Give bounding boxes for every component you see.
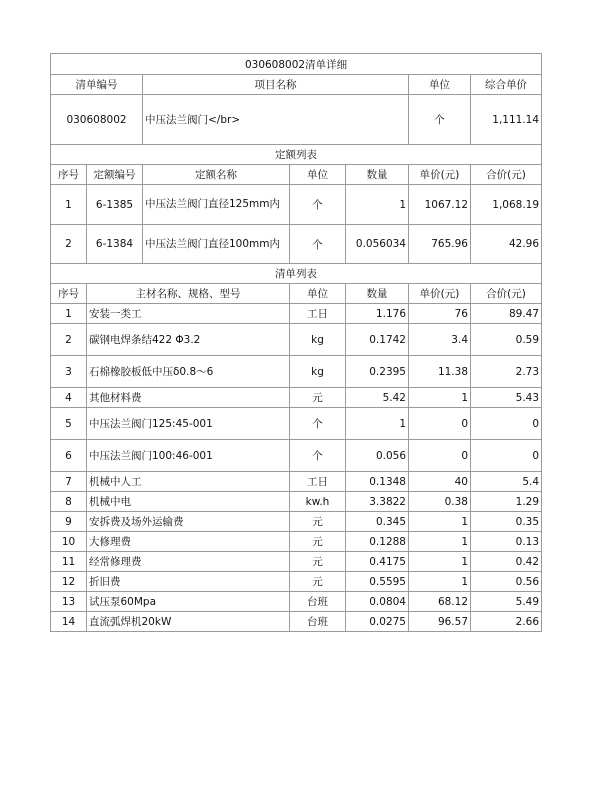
quota-no: 1: [51, 185, 87, 225]
list-name: 碳钢电焊条结422 Φ3.2: [87, 324, 290, 356]
bill-unit: 个: [409, 95, 471, 145]
bill-row: [51, 95, 542, 145]
list-no: 7: [51, 472, 87, 492]
quota-qty: 0.056034: [346, 225, 409, 264]
list-total: 0.56: [471, 572, 542, 592]
list-row: [51, 440, 542, 472]
quota-unit: 个: [290, 185, 346, 225]
list-no: 3: [51, 356, 87, 388]
bill-header-code: 清单编号: [51, 75, 143, 95]
list-no: 11: [51, 552, 87, 572]
list-qty: 1: [346, 408, 409, 440]
list-row: [51, 532, 542, 552]
list-row: [51, 592, 542, 612]
list-total: 0.13: [471, 532, 542, 552]
quota-header-total: 合价(元): [471, 165, 542, 185]
list-unit: 台班: [290, 612, 346, 632]
list-section-title: 清单列表: [51, 264, 542, 284]
list-qty: 0.056: [346, 440, 409, 472]
list-header-name: 主材名称、规格、型号: [87, 284, 290, 304]
list-unit: 个: [290, 440, 346, 472]
quota-header-name: 定额名称: [143, 165, 290, 185]
bill-header-price: 综合单价: [471, 75, 542, 95]
list-price: 1: [409, 552, 471, 572]
list-no: 4: [51, 388, 87, 408]
list-qty: 0.0804: [346, 592, 409, 612]
list-name: 试压泵60Mpa: [87, 592, 290, 612]
list-no: 13: [51, 592, 87, 612]
list-unit: 元: [290, 552, 346, 572]
list-price: 68.12: [409, 592, 471, 612]
list-name: 大修理费: [87, 532, 290, 552]
list-total: 2.73: [471, 356, 542, 388]
list-name: 安装一类工: [87, 304, 290, 324]
bill-price: 1,111.14: [471, 95, 542, 145]
quota-row: [51, 185, 542, 225]
quota-header-qty: 数量: [346, 165, 409, 185]
list-no: 1: [51, 304, 87, 324]
list-no: 5: [51, 408, 87, 440]
list-unit: 个: [290, 408, 346, 440]
quota-no: 2: [51, 225, 87, 264]
list-row: [51, 408, 542, 440]
list-name: 中压法兰阀门125:45-001: [87, 408, 290, 440]
list-price: 0: [409, 408, 471, 440]
list-total: 5.4: [471, 472, 542, 492]
list-no: 8: [51, 492, 87, 512]
list-price: 1: [409, 572, 471, 592]
list-row: [51, 356, 542, 388]
list-row: [51, 324, 542, 356]
list-header-price: 单价(元): [409, 284, 471, 304]
list-qty: 5.42: [346, 388, 409, 408]
list-price: 11.38: [409, 356, 471, 388]
list-name: 安拆费及场外运输费: [87, 512, 290, 532]
list-price: 40: [409, 472, 471, 492]
list-qty: 0.4175: [346, 552, 409, 572]
quota-total: 42.96: [471, 225, 542, 264]
list-qty: 1.176: [346, 304, 409, 324]
bill-header-unit: 单位: [409, 75, 471, 95]
list-qty: 0.0275: [346, 612, 409, 632]
list-total: 1.29: [471, 492, 542, 512]
list-unit: kg: [290, 356, 346, 388]
list-unit: 元: [290, 532, 346, 552]
quota-code: 6-1385: [87, 185, 143, 225]
list-total: 0: [471, 440, 542, 472]
list-qty: 0.1742: [346, 324, 409, 356]
list-name: 其他材料费: [87, 388, 290, 408]
quota-header-no: 序号: [51, 165, 87, 185]
bill-code: 030608002: [51, 95, 143, 145]
list-price: 3.4: [409, 324, 471, 356]
list-row: [51, 492, 542, 512]
list-price: 1: [409, 388, 471, 408]
quota-unit: 个: [290, 225, 346, 264]
list-price: 96.57: [409, 612, 471, 632]
quota-header-unit: 单位: [290, 165, 346, 185]
quota-price: 1067.12: [409, 185, 471, 225]
list-unit: 元: [290, 388, 346, 408]
table-title: 030608002清单详细: [51, 54, 542, 75]
quota-total: 1,068.19: [471, 185, 542, 225]
list-total: 0.35: [471, 512, 542, 532]
list-no: 6: [51, 440, 87, 472]
list-no: 12: [51, 572, 87, 592]
bill-detail-table: [50, 53, 542, 632]
list-qty: 3.3822: [346, 492, 409, 512]
list-total: 0.59: [471, 324, 542, 356]
quota-price: 765.96: [409, 225, 471, 264]
quota-code: 6-1384: [87, 225, 143, 264]
list-name: 折旧费: [87, 572, 290, 592]
list-unit: 工日: [290, 304, 346, 324]
list-no: 10: [51, 532, 87, 552]
list-total: 5.49: [471, 592, 542, 612]
list-name: 中压法兰阀门100:46-001: [87, 440, 290, 472]
list-row: [51, 304, 542, 324]
list-no: 14: [51, 612, 87, 632]
bill-header-name: 项目名称: [143, 75, 409, 95]
list-header-unit: 单位: [290, 284, 346, 304]
list-unit: 元: [290, 512, 346, 532]
list-row: [51, 612, 542, 632]
list-unit: kw.h: [290, 492, 346, 512]
quota-row: [51, 225, 542, 264]
list-row: [51, 512, 542, 532]
list-name: 机械中电: [87, 492, 290, 512]
list-header-qty: 数量: [346, 284, 409, 304]
quota-name: 中压法兰阀门直径125mm内: [143, 185, 290, 225]
list-total: 0: [471, 408, 542, 440]
list-total: 2.66: [471, 612, 542, 632]
list-name: 机械中人工: [87, 472, 290, 492]
list-header-total: 合价(元): [471, 284, 542, 304]
list-row: [51, 552, 542, 572]
list-total: 0.42: [471, 552, 542, 572]
list-no: 9: [51, 512, 87, 532]
list-price: 1: [409, 532, 471, 552]
list-unit: 元: [290, 572, 346, 592]
list-header-no: 序号: [51, 284, 87, 304]
quota-header-code: 定额编号: [87, 165, 143, 185]
list-price: 0.38: [409, 492, 471, 512]
quota-name: 中压法兰阀门直径100mm内: [143, 225, 290, 264]
quota-qty: 1: [346, 185, 409, 225]
list-qty: 0.2395: [346, 356, 409, 388]
list-name: 直流弧焊机20kW: [87, 612, 290, 632]
list-total: 5.43: [471, 388, 542, 408]
list-name: 石棉橡胶板低中压δ0.8～6: [87, 356, 290, 388]
list-qty: 0.1288: [346, 532, 409, 552]
list-qty: 0.345: [346, 512, 409, 532]
list-qty: 0.5595: [346, 572, 409, 592]
list-unit: 台班: [290, 592, 346, 612]
list-total: 89.47: [471, 304, 542, 324]
list-price: 76: [409, 304, 471, 324]
list-price: 1: [409, 512, 471, 532]
list-price: 0: [409, 440, 471, 472]
list-row: [51, 572, 542, 592]
list-qty: 0.1348: [346, 472, 409, 492]
bill-name: 中压法兰阀门</br>: [143, 95, 409, 145]
quota-header-price: 单价(元): [409, 165, 471, 185]
quota-section-title: 定额列表: [51, 145, 542, 165]
list-row: [51, 388, 542, 408]
list-unit: 工日: [290, 472, 346, 492]
list-row: [51, 472, 542, 492]
list-name: 经常修理费: [87, 552, 290, 572]
list-no: 2: [51, 324, 87, 356]
list-unit: kg: [290, 324, 346, 356]
